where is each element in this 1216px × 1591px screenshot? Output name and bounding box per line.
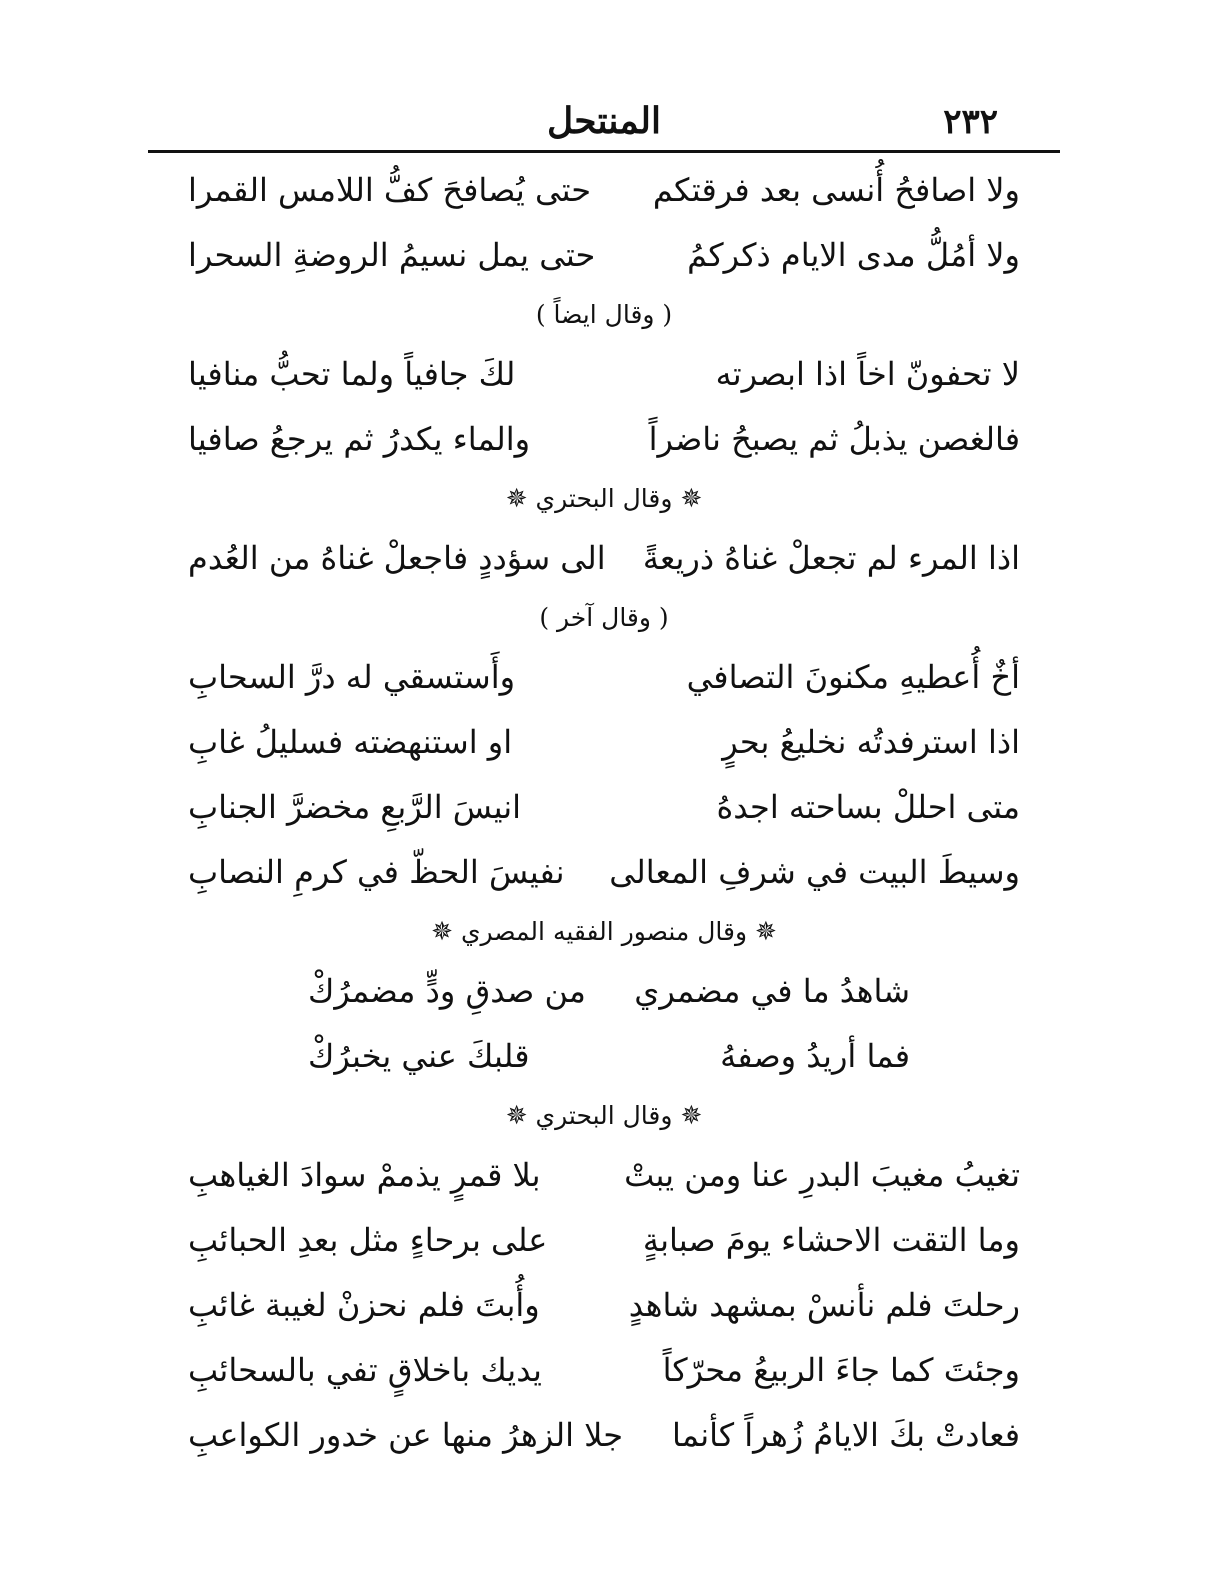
verse-line [148, 1208, 1060, 1273]
verse-line [148, 775, 1060, 840]
verse-line [148, 1403, 1060, 1468]
section-heading [148, 472, 1060, 526]
verse-line [148, 407, 1060, 472]
verse-line [148, 1024, 1060, 1089]
verse-second-hemistich: وأُبتَ فلم نحزنْ لغيبة غائبِ [188, 1286, 540, 1324]
page-number: ٢٣٢ [943, 102, 998, 142]
verse-first-hemistich: متى احللْ بساحته اجدهُ [716, 788, 1020, 826]
verse-line [148, 1273, 1060, 1338]
verse-first-hemistich: رحلتَ فلم نأنسْ بمشهد شاهدٍ [628, 1286, 1020, 1324]
verse-first-hemistich: اذا استرفدتُه نخليعُ بحرٍ [722, 723, 1020, 761]
verse-line [148, 1143, 1060, 1208]
verse-second-hemistich: انيسَ الرَّبعِ مخضرَّ الجنابِ [188, 788, 522, 826]
poem-body [148, 158, 1060, 1468]
verse-second-hemistich: نفيسَ الحظّ في كرمِ النصابِ [188, 853, 565, 891]
verse-first-hemistich: تغيبُ مغيبَ البدرِ عنا ومن يبتْ [624, 1156, 1020, 1194]
verse-line [148, 840, 1060, 905]
section-heading-text: وقال البحتري [535, 1101, 673, 1130]
verse-second-hemistich: من صدقِ ودٍّ مضمرُكْ [308, 972, 586, 1010]
verse-first-hemistich: ولا أمُلُّ مدى الايام ذكركمُ [687, 236, 1020, 274]
ornament-icon: ✵ [431, 917, 453, 947]
verse-second-hemistich: بلا قمرٍ يذممْ سوادَ الغياهبِ [188, 1156, 541, 1194]
verse-first-hemistich: لا تحفونّ اخاً اذا ابصرته [715, 355, 1020, 393]
ornament-icon: ✵ [505, 1101, 528, 1131]
running-title: المنتحل [546, 100, 661, 142]
verse-line [148, 1338, 1060, 1403]
section-heading [148, 1089, 1060, 1143]
ornament-icon: ✵ [680, 484, 703, 514]
verse-first-hemistich: وما التقت الاحشاء يومَ صبابةٍ [642, 1221, 1020, 1259]
verse-second-hemistich: وأَستسقي له درَّ السحابِ [188, 658, 516, 696]
verse-second-hemistich: حتى يُصافحَ كفُّ اللامس القمرا [188, 171, 592, 209]
verse-line [148, 342, 1060, 407]
section-heading-text: وقال البحتري [535, 484, 673, 513]
verse-first-hemistich: وسيطَ البيت في شرفِ المعالى [609, 853, 1020, 891]
verse-second-hemistich: الى سؤددٍ فاجعلْ غناهُ من العُدم [188, 539, 606, 577]
verse-second-hemistich: لكَ جافياً ولما تحبُّ منافيا [188, 355, 516, 393]
verse-first-hemistich: فما أريدُ وصفهُ [720, 1037, 910, 1075]
verse-first-hemistich: وجئتَ كما جاءَ الربيعُ محرّكاً [662, 1351, 1020, 1389]
verse-second-hemistich: حتى يمل نسيمُ الروضةِ السحرا [188, 236, 596, 274]
verse-first-hemistich: اذا المرء لم تجعلْ غناهُ ذريعةً [642, 539, 1020, 577]
section-heading [148, 905, 1060, 959]
verse-line [148, 959, 1060, 1024]
verse-line [148, 223, 1060, 288]
verse-first-hemistich: أخٌ أُعطيهِ مكنونَ التصافي [686, 658, 1020, 696]
verse-second-hemistich: يديك باخلاقٍ تفي بالسحائبِ [188, 1351, 542, 1389]
verse-line [148, 158, 1060, 223]
ornament-icon: ✵ [505, 484, 528, 514]
verse-first-hemistich: فالغصن يذبلُ ثم يصبحُ ناضراً [648, 420, 1020, 458]
section-heading [148, 591, 1060, 645]
section-heading-text: ( وقال آخر ) [539, 603, 669, 632]
verse-line [148, 526, 1060, 591]
verse-first-hemistich: ولا اصافحُ أُنسى بعد فرقتكم [652, 171, 1020, 209]
header-rule [148, 150, 1060, 153]
section-heading [148, 288, 1060, 342]
verse-second-hemistich: او استنهضته فسليلُ غابِ [188, 723, 513, 761]
ornament-icon: ✵ [755, 917, 777, 947]
section-heading-text: وقال منصور الفقيه المصري [460, 917, 748, 946]
section-heading-text: ( وقال ايضاً ) [535, 300, 673, 329]
verse-second-hemistich: قلبكَ عني يخبرُكْ [308, 1037, 530, 1075]
verse-second-hemistich: على برحاءٍ مثل بعدِ الحبائبِ [188, 1221, 548, 1259]
verse-line [148, 710, 1060, 775]
verse-first-hemistich: شاهدُ ما في مضمري [634, 972, 910, 1010]
page-header [148, 92, 1060, 148]
verse-first-hemistich: فعادتْ بكَ الايامُ زُهراً كأنما [671, 1416, 1020, 1454]
ornament-icon: ✵ [680, 1101, 703, 1131]
verse-second-hemistich: جلا الزهرُ منها عن خدور الكواعبِ [188, 1416, 624, 1454]
verse-second-hemistich: والماء يكدرُ ثم يرجعُ صافيا [188, 420, 531, 458]
verse-line [148, 645, 1060, 710]
